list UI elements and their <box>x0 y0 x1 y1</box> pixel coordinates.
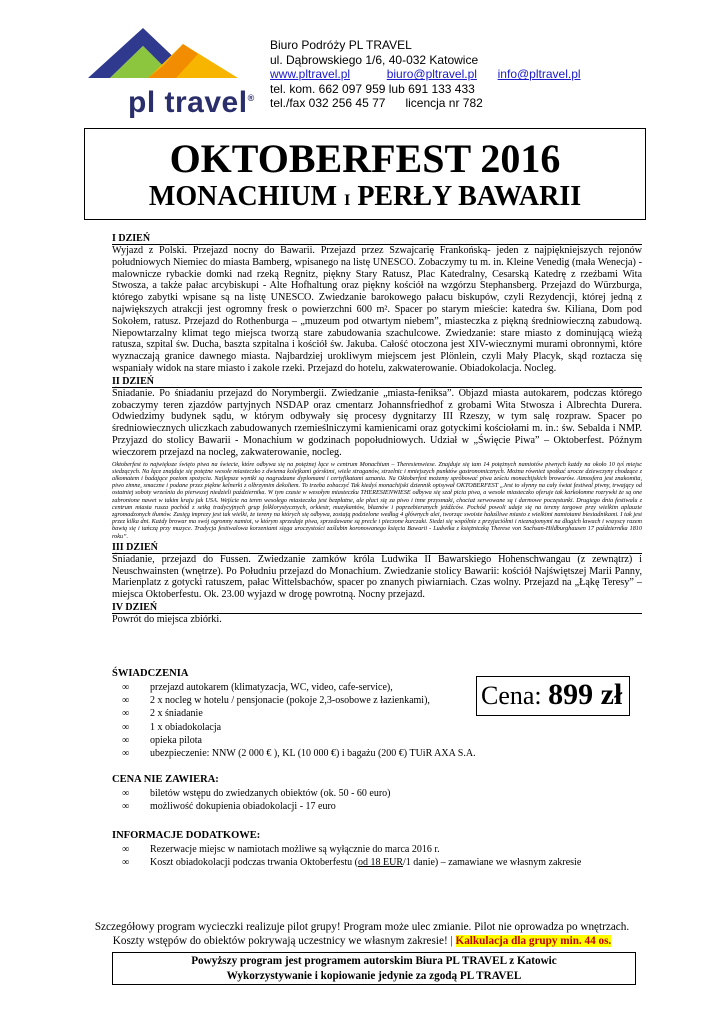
email-link-info[interactable]: info@pltravel.pl <box>497 67 581 82</box>
additional-info-section <box>112 830 632 869</box>
copyright-line-2: Wykorzystywanie i kopiowanie jedynie za zgodą PL TRAVEL <box>226 969 522 982</box>
logo-text: pl travel® <box>128 86 255 119</box>
agency-address: ul. Dąbrowskiego 1/6, 40-032 Katowice <box>270 52 479 67</box>
price-value: 899 zł <box>548 678 623 711</box>
footer-line-2: Koszty wstępów do obiektów pokrywają uczestnicy we własnym zakresie! | Kalkulacja dla grupy min. 44 os. <box>112 935 612 947</box>
list-item: ∞ biletów wstępu do zwiedzanych obiektów (ok. 50 - 60 euro) <box>122 788 391 799</box>
day-4-text: Powrót do miejsca zbiórki. <box>112 613 222 625</box>
agency-name: Biuro Podróży PL TRAVEL <box>270 38 412 52</box>
list-item: ∞ 2 x śniadanie <box>122 708 203 720</box>
not-included-heading: CENA NIE ZAWIERA: <box>112 774 219 785</box>
day-3-text: Śniadanie, przejazd do Fussen. Zwiedzanie zamków króla Ludwika II Bawarskiego Hohenschwangau (z zewnątrz) i Neuschwainsten (wnętrze). Po Południu przejazd do Monachium. Zwiedzanie stolicy Bawarii: kościół Najświętszej Marii Panny, Marienplatz z gotycki ratuszem, pałac Wittelsbachów, spacer po znanych piwiarniach. Czas wolny. Przejazd na „Łąkę Teresy” – miejsca Oktoberfestu. Ok. 23.00 wyjazd w drogę powrotną. Nocny przejazd. <box>112 553 642 601</box>
day-2-text: Śniadanie. Po śniadaniu przejazd do Norymbergii. Zwiedzanie „miasta-feniksa”. Objazd miasta autokarem, podczas którego zobaczymy teren zjazdów partyjnych NSDAP oraz cmentarz Johannsfriedhof z grobami Wita Stwosza i Albrechta Durera. Odwiedzimy budynek sądu, w którym odbywały się procesy dygnitarzy III Rzeszy, w tym salę rozpraw. Spacer po średniowiecznych uliczkach zabudowanych rzemieślniczymi kamienicami oraz gotyckimi kościołami m. in.: św. Sebalda i NMP. Przyjazd do stolicy Bawarii - Monachium w godzinach popołudniowych. Udział w „Święcie Piwa” – Oktoberfest. Późnym wieczorem przejazd na nocleg, zakwaterowanie, nocleg. <box>112 387 642 458</box>
page-subtitle: MONACHIUM I PERŁY BAWARII <box>148 181 582 212</box>
footer-line-1: Szczegółowy program wycieczki realizuje pilot grupy! Program może ulec zmianie. Pilot nie oprowadza po wnętrzach. <box>94 921 630 933</box>
day-4-heading: IV DZIEŃ <box>112 602 642 614</box>
footer-notes <box>40 920 684 948</box>
additional-info-heading: INFORMACJE DODATKOWE: <box>112 830 261 841</box>
agency-links <box>270 67 710 82</box>
list-item: ∞ ubezpieczenie: NNW (2 000 € ), KL (10 000 €) i bagażu (200 €) TUiR AXA S.A. <box>122 748 476 760</box>
price-box: Cena: 899 zł <box>476 676 630 716</box>
day-2-heading: II DZIEŃ <box>112 376 642 388</box>
title-box <box>84 128 646 220</box>
list-item: ∞ możliwość dokupienia obiadokolacji - 17 euro <box>122 801 336 813</box>
oktoberfest-description: Oktoberfest to największe święto piwa na świecie, które odbywa się na potężnej łące w centrum Monachium – Theresienwiese. Znajduje się tam 14 potężnych namiotów piwnych każdy na około 10 tyś miejsc siedzących. Na łące znajduje się potężne wesołe miasteczko z dwiema kolejkami górskimi, wiele straganów, strzelnic i mniejszych punktów gastronomicznych. Można również spotkać urocze dziewczyny chodzące z alkomatem i badające poziom spożycia. Najlepsze wyniki są nagradzane dyplomami i certyfikatami uznania. Na Oktoberfest możemy spróbować piwa ześciu monachijskich browarów. Atmosfera jest znakomita, piwo zimne, smaczne i podane przez piękne kelnerki z olbrzymim dekoltem. To trzeba zobaczyć Tak kiedyś monachijski dziennik opisywał OKTOBERFEST „Jest to słynny na cały świat festiwal piwny, trwający od ostatniej soboty września do pierwszej niedzieli października. W tym czasie w wesołym miasteczku THERESIENWIESE odbywa się szał picia piwa, a wesołe miasteczko oferuje tak karkołomne rozrywki że są one zabronione nawet w takim kraju jak USA. Wejście na teren wesołego miasteczka jest bezpłatne, ale płaci się za piwo i inne przysmaki, chociaż serwowane są i darmowe poczęstunki. Drugiego dnia festiwalu z centrum miasta rusza pochód z setką tradycyjnych grup folklorystycznych, orkiestr, muzykantów, błaznów i poprzebieranych jeźdźców. Pochód powoli udaje się na tereny targowe przy wielkim aplauzie zgromadzonych tłumów. Zasięg imprezy jest tak wielki, że tereny na których się odbywa, zostają podzielone według 4 głównych alei, tworząc swoiste hałaśliwe miasto z wielkimi namiotami biesiadnikami. I tak jest przez kilka dni. Każdy browar ma swój ogromny namiot, w którym sprzedaje piwa, sprzedawane są precle i pieczone kurczaki. Siedzi się wspólnie z przyjaciółmi i nieznajomymi na długich ławach i wszyscy razem bawią się i tańczą przy muzyce. Tradycja festiwalowa korzeniami sięga uroczystości zaślubin koronowanego księcia Bawarii - Ludwika z księżniczką Therese von Sachsan-Hildburghausen 17 października 1810 roku”. <box>112 460 642 540</box>
list-item: ∞ Rezerwacje miejsc w namiotach możliwe są wyłącznie do marca 2016 r. <box>122 844 440 855</box>
services-heading: ŚWIADCZENIA <box>112 668 189 679</box>
list-item: ∞ 1 x obiadokolacja <box>122 721 222 733</box>
email-link-biuro[interactable]: biuro@pltravel.pl <box>386 67 477 82</box>
day-3-heading: III DZIEŃ <box>112 542 642 554</box>
agency-fax-licence: tel./fax 032 256 45 77 licencja nr 782 <box>270 96 483 111</box>
list-item: ∞ 2 x nocleg w hotelu / pensjonacie (pokoje 2,3-osobowe z łazienkami), <box>122 695 430 707</box>
day-1-text: Wyjazd z Polski. Przejazd nocny do Bawarii. Przejazd przez Szwajcarię Frankońską- jeden z najpiękniejszych rejonów południowych Niemiec do miasta Bamberg, wpisanego na listę UNESCO. Zobaczymy tu m. in. Kleine Venedig (mała Wenecja) - malownicze rybackie domki nad rzeką Regnitz, piękny Stary Ratusz, Plac Katedralny, Cesarską Katedrę z rzeźbami Wita Stwosza, a także pałac arcybiskupi - Alte Hofhaltung oraz piękny kościół na wzgórzu Stephansberg. Przejazd do Würzburga, którego zabytki wpisane są na listę UNESCO. Zwiedzanie barokowego pałacu biskupów, czyli Rezydencji, której jedną z największych atrakcji jest ogromny fresk o powierzchni 600 m². Spacer po starym mieście: katedra św. Kiliana, Dom pod Sokołem, ratusz. Przejazd do Rothenburga – „muzeum pod otwartym niebem”, miasteczka z piękną średniowieczną zabudową. Niepowtarzalny klimat tego miejsca tworzą stare zabudowania szachulcowe. Zwiedzanie: stare miasto z dominującą wieżą ratusza, szpital św. Ducha, baszta szpitalna i kościół św. Jakuba. Całość otoczona jest XIV-wiecznymi murami obronnymi, które wyznaczają granice dawnego miasta. Najbardziej urokliwym miejscem jest Plönlein, czyli Mały Placyk, skąd roztacza się wspaniały widok na stare miasto i zakole rzeki. Przejazd do hotelu, zakwaterowanie. Obiadokolacja. Nocleg. <box>112 245 642 374</box>
not-included-section <box>112 774 632 813</box>
list-item: ∞ opieka pilota <box>122 734 202 746</box>
website-link[interactable]: www.pltravel.pl <box>270 67 351 82</box>
mountain-logo-icon <box>88 28 258 88</box>
copyright-box <box>112 952 636 985</box>
company-logo <box>88 28 258 120</box>
agency-contact <box>270 38 710 111</box>
copyright-line-1: Powyższy program jest programem autorskim Biura PL TRAVEL z Katowic <box>191 955 557 967</box>
page-title: OKTOBERFEST 2016 <box>169 136 561 181</box>
day-1-heading: I DZIEŃ <box>112 233 642 245</box>
group-calculation-badge: Kalkulacja dla grupy min. 44 os. <box>455 935 612 947</box>
list-item: ∞ przejazd autokarem (klimatyzacja, WC, video, cafe-service), <box>122 682 393 693</box>
list-item: ∞ Koszt obiadokolacji podczas trwania Oktoberfestu (od 18 EUR/1 danie) – zamawiane we własnym zakresie <box>122 857 582 869</box>
agency-phone: tel. kom. 662 097 959 lub 691 133 433 <box>270 81 475 96</box>
program-content <box>112 232 642 626</box>
